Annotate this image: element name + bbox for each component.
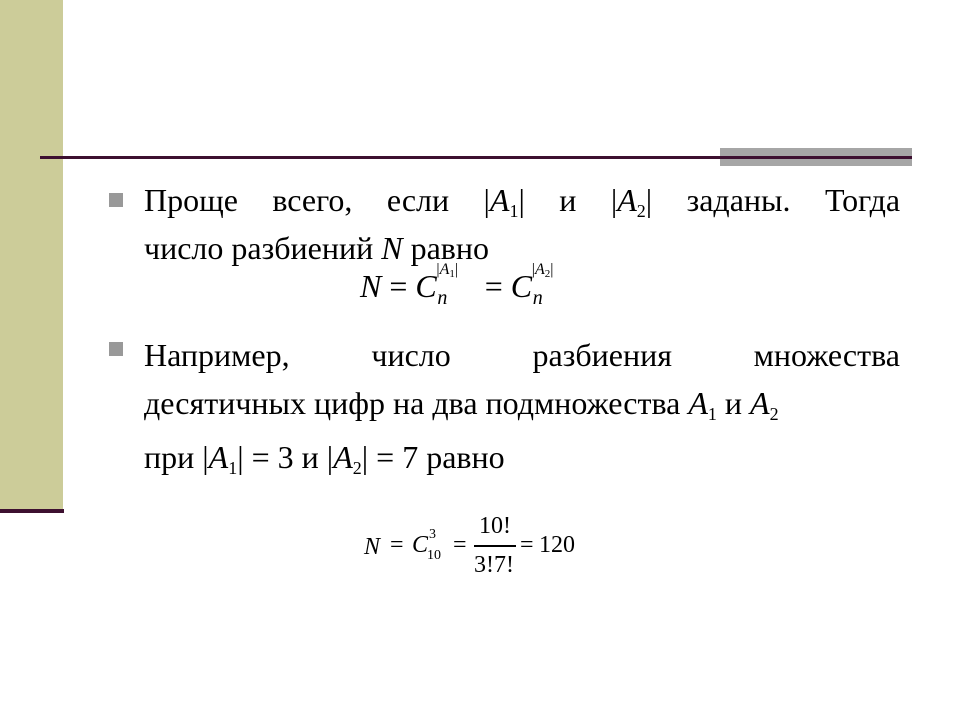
sidebar-bottom-rule	[0, 509, 64, 513]
accent-bar	[720, 148, 912, 166]
accent-bar-rule	[720, 156, 912, 159]
bullet-1-text	[144, 176, 900, 272]
bullet-2-text	[144, 331, 900, 481]
bullet-2-line-3: при $|A_1| = 3$ и $|A_2| = 7$ равно	[144, 439, 505, 478]
bullet-square-icon	[109, 193, 123, 207]
bullet-2-line-1: Например, число разбиения множества	[144, 337, 900, 373]
bullet-square-icon	[109, 342, 123, 356]
bullet-2-line-2: десятичных цифр на два подмножества $A_1$ и $A_2$	[144, 385, 779, 424]
a1-cardinality: $|A_1|$	[483, 182, 525, 221]
a2-cardinality: $|A_2|$	[610, 182, 653, 221]
slide-sidebar	[0, 0, 63, 512]
bullet-1-line-1: Проще всего, если $|A_1|$ и $|A_2|$ заданы. Тогда	[144, 182, 901, 221]
bullet-1-line-2: число разбиений N равно	[144, 230, 489, 266]
fraction-bar	[474, 545, 516, 547]
formula-partitions: N = C |A1| n = C |A2| n	[360, 261, 554, 309]
